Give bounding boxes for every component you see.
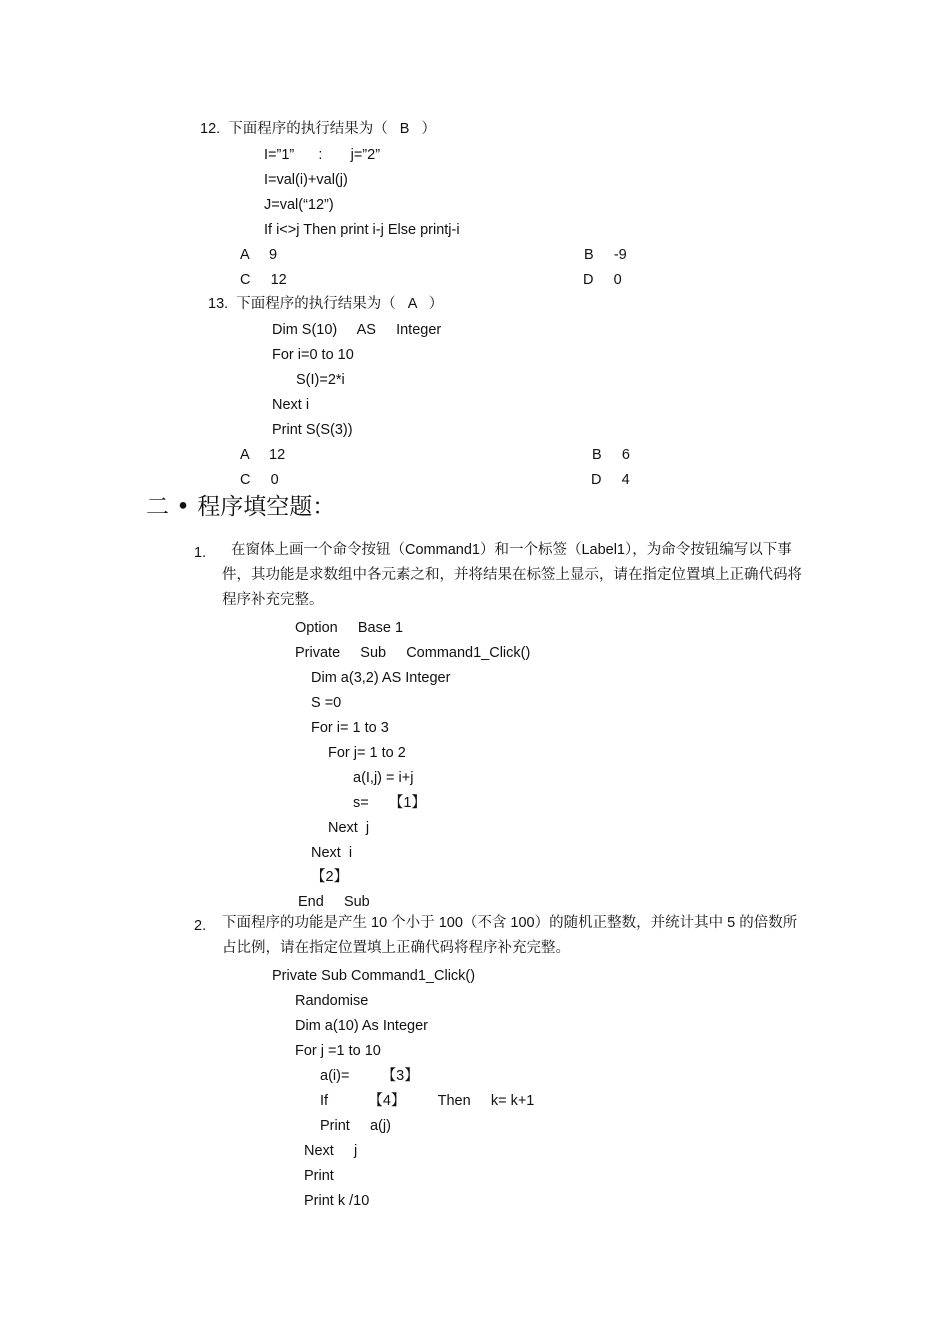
q13-code-line-3: S(I)=2*i bbox=[296, 372, 345, 388]
q12-option-a: A 9 bbox=[240, 247, 278, 263]
fill1-number: 1. bbox=[194, 545, 207, 561]
q13-title: 13. 下面程序的执行结果为（ A ） bbox=[208, 296, 444, 312]
fill2-code-line-9: Print bbox=[304, 1168, 334, 1184]
q13-option-d: D 4 bbox=[591, 472, 630, 488]
fill2-description: 下面程序的功能是产生 10 个小于 100（不含 100）的随机正整数，并统计其中 5 的倍数所占比例，请在指定位置填上正确代码将程序补充完整。 bbox=[222, 915, 798, 956]
fill1-blank-2: 【2】 bbox=[311, 869, 349, 885]
fill1-code-line-12: End Sub bbox=[298, 894, 370, 910]
fill2-blank-3: a(i)= 【3】 bbox=[320, 1068, 419, 1084]
fill1-code-line-2: Private Sub Command1_Click() bbox=[295, 645, 531, 661]
fill1-description: 在窗体上画一个命令按钮（Command1）和一个标签（Label1），为命令按钮编写以下事件，其功能是求数组中各元素之和，并将结果在标签上显示，请在指定位置填上正确代码将程序补充完整。 bbox=[222, 542, 802, 608]
q12-code-line-4: If i<>j Then print i-j Else printj-i bbox=[264, 222, 460, 238]
fill1-code-line-9: Next j bbox=[328, 820, 370, 836]
fill2-code-line-10: Print k /10 bbox=[304, 1193, 370, 1209]
fill1-code-line-7: a(I,j) = i+j bbox=[353, 770, 414, 786]
fill1-blank-1: s= 【1】 bbox=[353, 795, 426, 811]
q13-code-line-1: Dim S(10) AS Integer bbox=[272, 322, 442, 338]
fill1-code-line-10: Next i bbox=[311, 845, 353, 861]
fill2-blank-4: If 【4】 Then k= k+1 bbox=[320, 1093, 535, 1109]
q12-title: 12. 下面程序的执行结果为（ B ） bbox=[200, 121, 437, 137]
q12-option-b: B -9 bbox=[584, 247, 627, 263]
fill2-code-line-3: Dim a(10) As Integer bbox=[295, 1018, 428, 1034]
fill2-number: 2. bbox=[194, 918, 207, 934]
fill2-code-line-4: For j =1 to 10 bbox=[295, 1043, 381, 1059]
q13-option-b: B 6 bbox=[592, 447, 630, 463]
q13-option-a: A 12 bbox=[240, 447, 286, 463]
q12-code-line-3: J=val(“12”) bbox=[264, 197, 334, 213]
fill2-code-line-7: Print a(j) bbox=[320, 1118, 391, 1134]
q13-code-line-5: Print S(S(3)) bbox=[272, 422, 353, 438]
fill1-code-line-4: S =0 bbox=[311, 695, 342, 711]
q12-code-line-2: I=val(i)+val(j) bbox=[264, 172, 348, 188]
fill1-code-line-3: Dim a(3,2) AS Integer bbox=[311, 670, 451, 686]
q12-code-line-1: I=”1” : j=”2” bbox=[264, 147, 381, 163]
q13-code-line-4: Next i bbox=[272, 397, 310, 413]
q13-option-c: C 0 bbox=[240, 472, 279, 488]
fill2-code-line-8: Next j bbox=[304, 1143, 358, 1159]
q12-option-d: D 0 bbox=[583, 272, 622, 288]
q12-option-c: C 12 bbox=[240, 272, 287, 288]
q13-code-line-2: For i=0 to 10 bbox=[272, 347, 354, 363]
fill1-code-line-6: For j= 1 to 2 bbox=[328, 745, 406, 761]
section-heading: 二 • 程序填空题： bbox=[146, 494, 336, 520]
fill1-code-line-1: Option Base 1 bbox=[295, 620, 404, 636]
fill2-code-line-2: Randomise bbox=[295, 993, 369, 1009]
fill2-code-line-1: Private Sub Command1_Click() bbox=[272, 968, 476, 984]
fill1-code-line-5: For i= 1 to 3 bbox=[311, 720, 389, 736]
